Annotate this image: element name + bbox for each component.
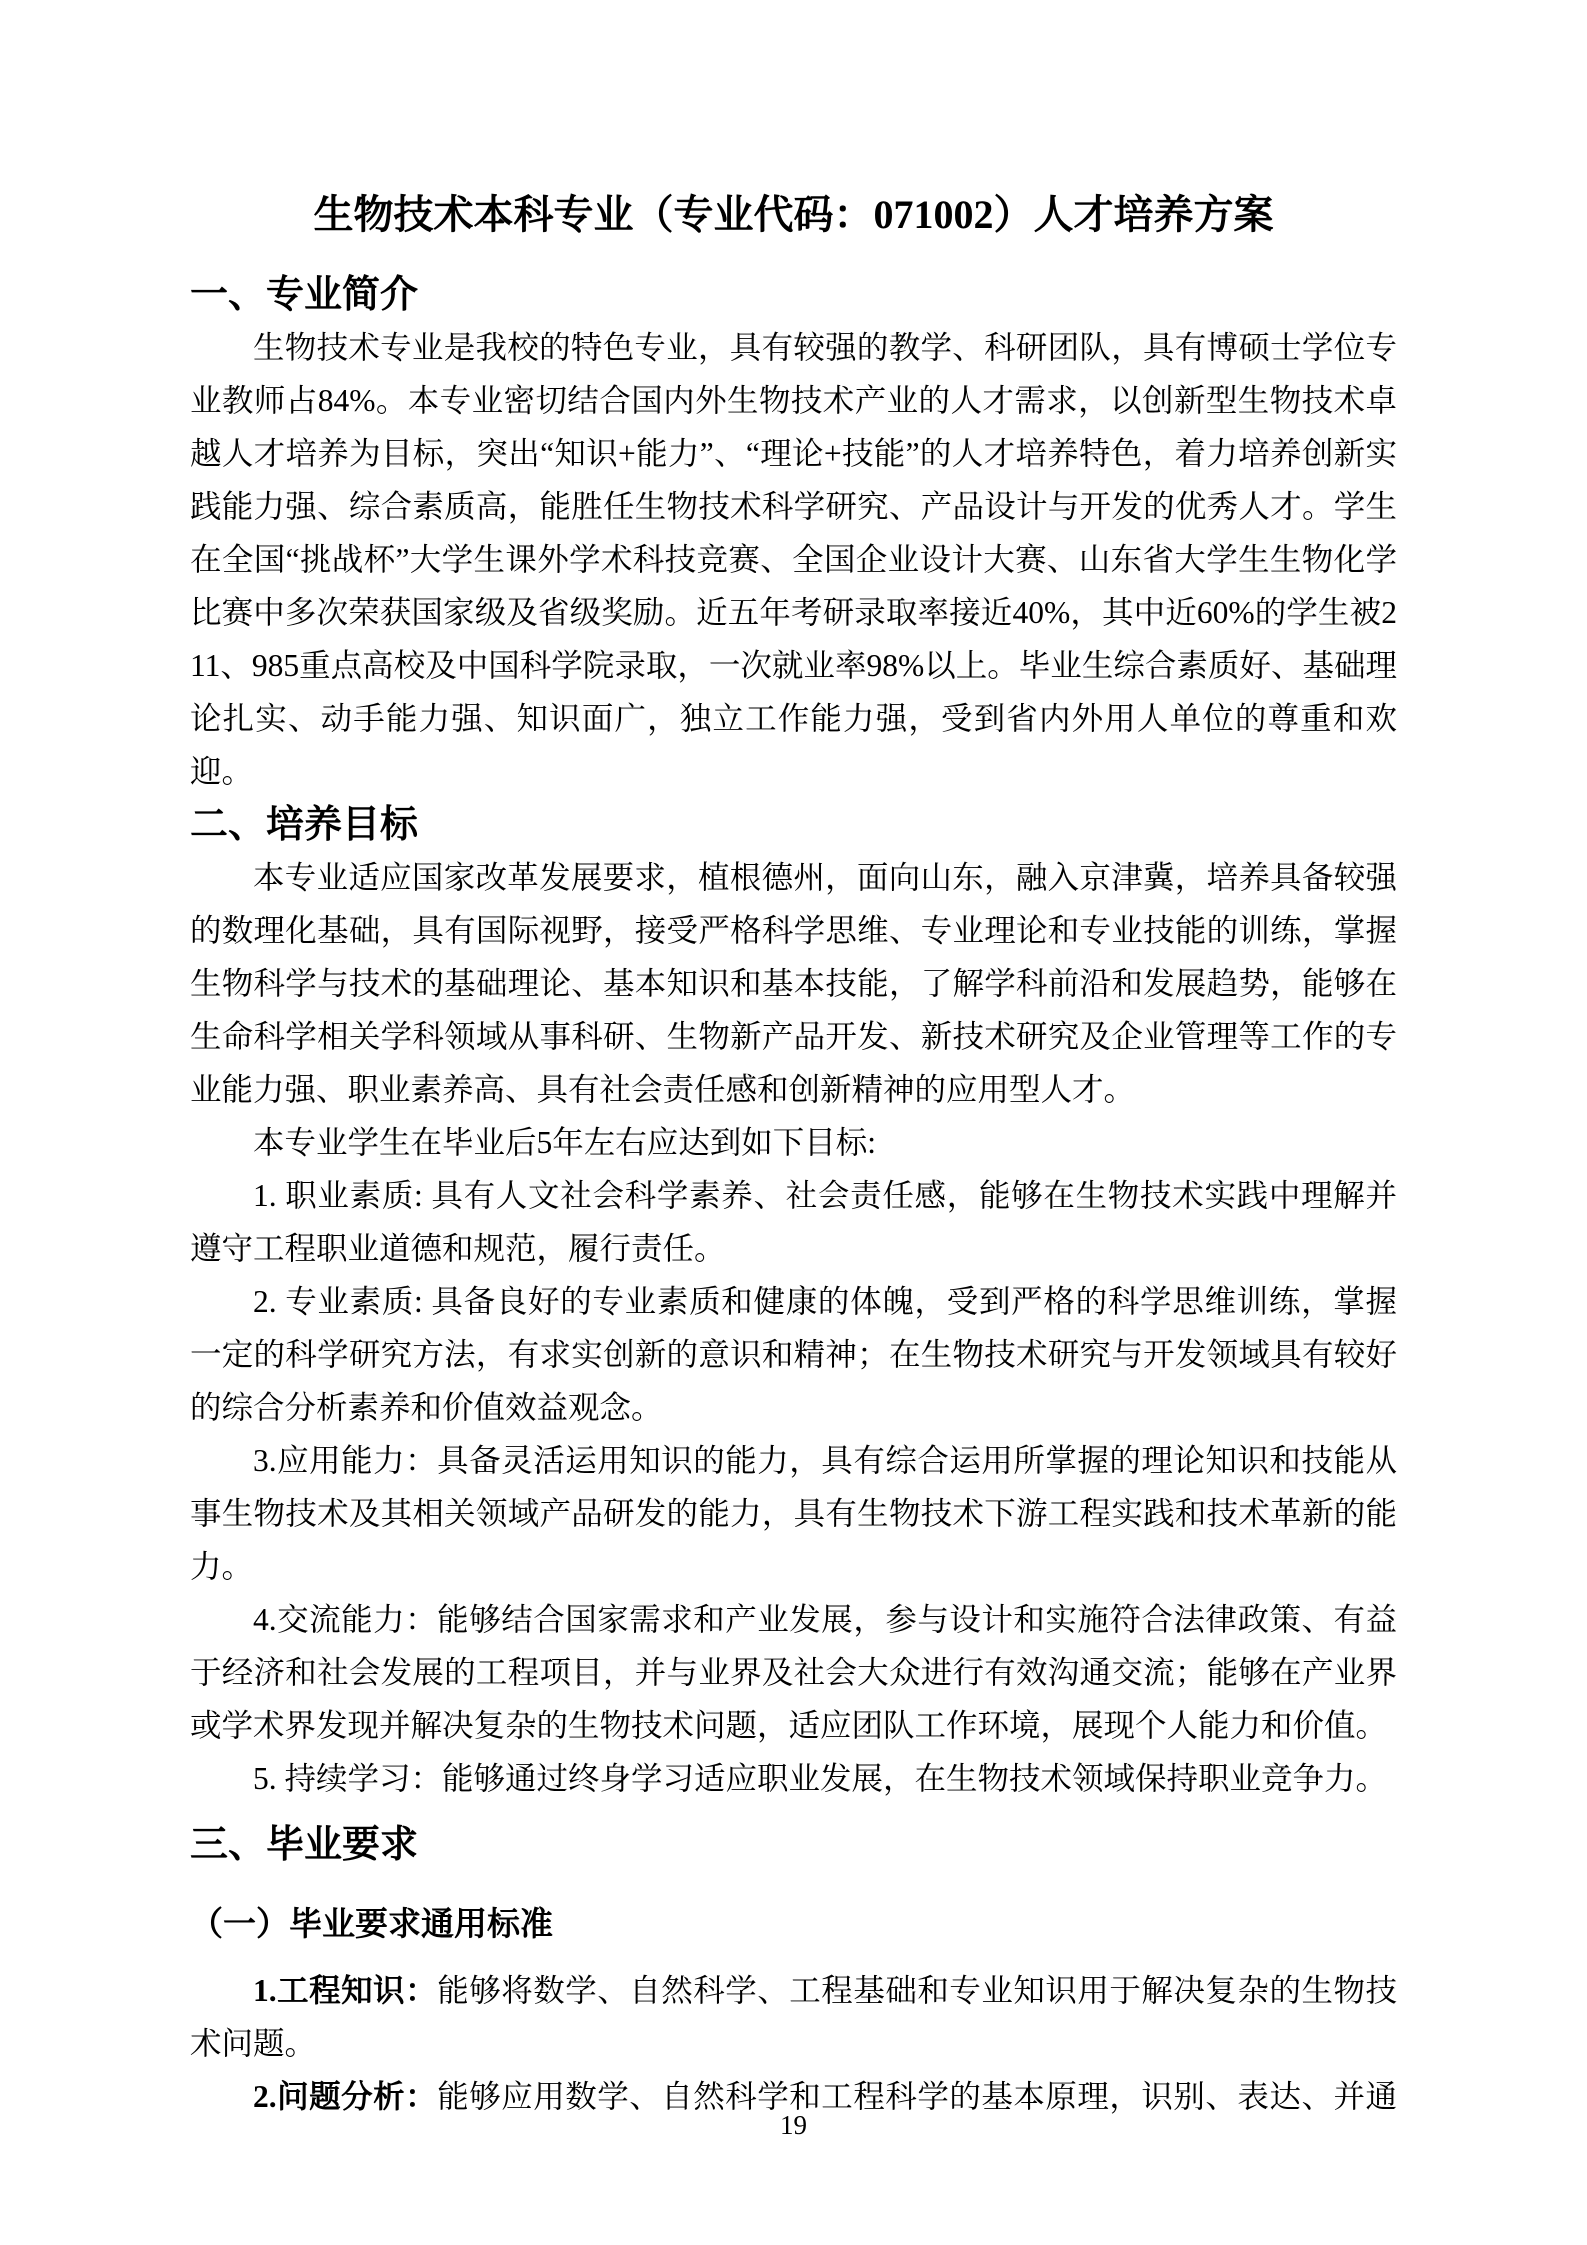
document-title: 生物技术本科专业（专业代码：071002）人才培养方案 bbox=[313, 192, 1274, 237]
paragraph-requirement-1 bbox=[190, 1964, 1397, 2070]
requirement-2-text: 能够应用数学、自然科学和工程科学的基本原理，识别、表达、并通 bbox=[437, 2079, 1397, 2114]
paragraph-intro: 生物技术专业是我校的特色专业，具有较强的教学、科研团队，具有博硕士学位专业教师占84%。本专业密切结合国内外生物技术产业的人才需求，以创新型生物技术卓越人才培养为目标，突出“知识+能力”、“理论+技能”的人才培养特色，着力培养创新实践能力强、综合素质高，能胜任生物技术科学研究、产品设计与开发的优秀人才。学生在全国“挑战杯”大学生课外学术科技竞赛、全国企业设计大赛、山东省大学生生物化学比赛中多次荣获国家级及省级奖励。近五年考研录取率接近40%，其中近60%的学生被211、985重点高校及中国科学院录取，一次就业率98%以上。毕业生综合素质好、基础理论扎实、动手能力强、知识面广，独立工作能力强，受到省内外用人单位的尊重和欢迎。 bbox=[190, 330, 1397, 789]
section-heading-objectives: 二、培养目标 bbox=[190, 804, 419, 846]
paragraph-objective-1: 1. 职业素质: 具有人文社会科学素养、社会责任感，能够在生物技术实践中理解并遵守工程职业道德和规范，履行责任。 bbox=[190, 1178, 1397, 1266]
paragraph-objective-5: 5. 持续学习：能够通过终身学习适应职业发展，在生物技术领域保持职业竞争力。 bbox=[253, 1761, 1388, 1796]
paragraph-objective-2: 2. 专业素质: 具备良好的专业素质和健康的体魄，受到严格的科学思维训练，掌握一定的科学研究方法，有求实创新的意识和精神；在生物技术研究与开发领域具有较好的综合分析素养和价值效益观念。 bbox=[190, 1284, 1397, 1425]
requirement-2-label: 2.问题分析： bbox=[253, 2079, 438, 2114]
paragraph-objective-4: 4.交流能力：能够结合国家需求和产业发展，参与设计和实施符合法律政策、有益于经济和社会发展的工程项目，并与业界及社会大众进行有效沟通交流；能够在产业界或学术界发现并解决复杂的生物技术问题，适应团队工作环境，展现个人能力和价值。 bbox=[190, 1602, 1397, 1743]
paragraph-objectives-lead-in: 本专业学生在毕业后5年左右应达到如下目标: bbox=[253, 1125, 877, 1160]
paragraph-objectives-overview: 本专业适应国家改革发展要求，植根德州，面向山东，融入京津冀，培养具备较强的数理化基础，具有国际视野，接受严格科学思维、专业理论和专业技能的训练，掌握生物科学与技术的基础理论、基本知识和基本技能，了解学科前沿和发展趋势，能够在生命科学相关学科领域从事科研、生物新产品开发、新技术研究及企业管理等工作的专业能力强、职业素养高、具有社会责任感和创新精神的应用型人才。 bbox=[190, 860, 1397, 1107]
requirement-1-text: 能够将数学、自然科学、工程基础和专业知识用于解决复杂的生物技术问题。 bbox=[190, 1973, 1397, 2061]
requirement-1-label: 1.工程知识： bbox=[253, 1973, 438, 2008]
section-heading-graduation-requirements: 三、毕业要求 bbox=[190, 1824, 419, 1866]
paragraph-objective-3: 3.应用能力：具备灵活运用知识的能力，具有综合运用所掌握的理论知识和技能从事生物技术及其相关领域产品研发的能力，具有生物技术下游工程实践和技术革新的能力。 bbox=[190, 1443, 1397, 1584]
section-heading-intro: 一、专业简介 bbox=[190, 274, 419, 316]
sub-heading-general-standards: （一）毕业要求通用标准 bbox=[190, 1907, 553, 1943]
page-number: 19 bbox=[780, 2110, 807, 2140]
